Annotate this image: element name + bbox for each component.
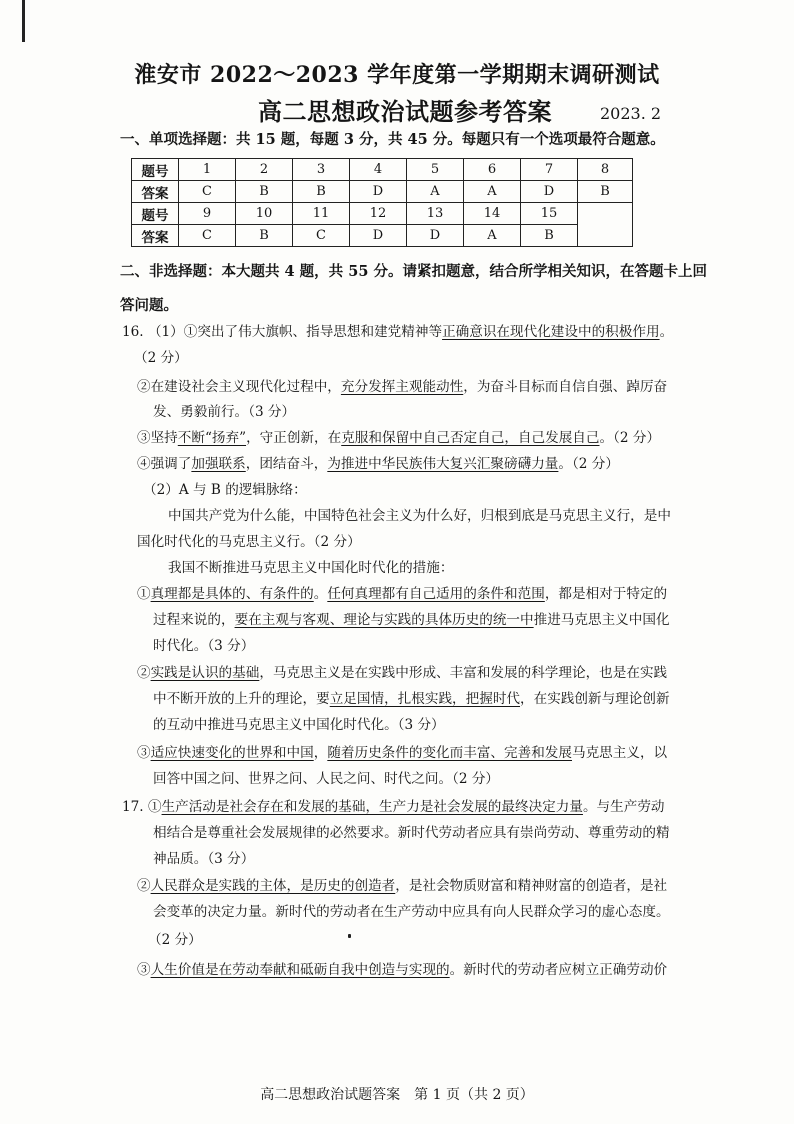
key-point: 实践是认识的基础 xyxy=(150,665,260,681)
text: 。新时代的劳动者应树立正确劳动价 xyxy=(449,962,668,978)
key-point: 要在主观与客观、理论与实践的具体历史的统一中 xyxy=(234,612,534,628)
q17-item2 xyxy=(137,876,667,896)
answer-cell: C xyxy=(179,181,236,203)
text: ③ xyxy=(137,962,151,978)
text: 。 xyxy=(659,324,674,340)
row-label-question: 题号 xyxy=(132,159,179,181)
answer-cell: C xyxy=(293,225,350,247)
key-point: 人民群众是实践的主体，是历史的创造者 xyxy=(150,878,396,894)
row-label-answer: 答案 xyxy=(132,225,179,247)
text: ④强调了 xyxy=(137,456,192,472)
key-point: 随着历史条件的变化而丰富、完善和发展 xyxy=(327,745,572,761)
q17-item3 xyxy=(137,960,667,980)
q17-item1 xyxy=(122,797,665,817)
row-label-answer: 答案 xyxy=(132,181,179,203)
answer-cell: B xyxy=(578,181,633,203)
section1-heading: 一、单项选择题：共 15 题，每题 3 分，共 45 分。每题只有一个选项最符合题意。 xyxy=(120,131,665,148)
text: 马克思主义，以 xyxy=(572,745,668,761)
text: ，马克思主义是在实践中形成、丰富和发展的科学理论，也是在实践 xyxy=(259,665,668,681)
text: ，都是相对于特定的 xyxy=(544,586,668,602)
q-number: 9 xyxy=(179,203,236,225)
q16-item1-score: （2 分） xyxy=(134,350,188,366)
text: ③ xyxy=(137,745,151,761)
scan-edge-mark xyxy=(22,0,25,42)
q17-item2-line2: 会变革的决定力量。新时代的劳动者在生产劳动中应具有向人民群众学习的虚心态度。 xyxy=(153,904,670,920)
text: ， xyxy=(313,745,328,761)
section2-heading xyxy=(120,256,707,322)
key-point: 不断“扬弃” xyxy=(177,430,247,446)
q-number: 15 xyxy=(521,203,578,225)
text: 。 xyxy=(313,586,328,602)
q16-item2-line2: 发、勇毅前行。（3 分） xyxy=(153,404,296,420)
key-point: 正确意识在现代化建设中的积极作用 xyxy=(442,324,660,340)
q-number: 2 xyxy=(236,159,293,181)
table-row-numbers-1 xyxy=(132,159,633,181)
q-number: 11 xyxy=(293,203,350,225)
answer-cell: B xyxy=(236,225,293,247)
q17-item1-line3: 神品质。（3 分） xyxy=(153,851,255,867)
answer-cell: D xyxy=(350,225,407,247)
text: 过程来说的， xyxy=(153,612,235,628)
text: ② xyxy=(137,665,151,681)
key-point: 为推进中华民族伟大复兴汇聚磅礴力量 xyxy=(327,456,559,472)
answer-key-title: 高二思想政治试题参考答案 xyxy=(258,97,552,126)
answer-cell: D xyxy=(521,181,578,203)
text: ，是社会物质财富和精神财富的创造者，是社 xyxy=(395,878,668,894)
q16-measure1-line3: 时代化。（3 分） xyxy=(153,638,255,654)
text: ③坚持 xyxy=(137,430,178,446)
text: ② xyxy=(137,878,151,894)
text: 推进马克思主义中国化 xyxy=(533,612,670,628)
key-point: 任何真理都有自己适用的条件和范围 xyxy=(327,586,545,602)
answer-cell: A xyxy=(464,181,521,203)
text: ① xyxy=(137,586,151,602)
empty-cell xyxy=(578,203,633,247)
q16-part2-heading: （2）A 与 B 的逻辑脉络： xyxy=(143,482,307,498)
q-number: 3 xyxy=(293,159,350,181)
text: 17. ① xyxy=(122,799,162,815)
q16-logic-line1: 中国共产党为什么能，中国特色社会主义为什么好，归根到底是马克思主义行，是中 xyxy=(168,508,671,524)
table-row-answers-2 xyxy=(132,225,633,247)
text: ，团结奋斗， xyxy=(245,456,328,472)
text: 。与生产劳动 xyxy=(582,799,665,815)
text: 16. （1）①突出了伟大旗帜、指导思想和建党精神等 xyxy=(122,324,443,340)
key-point: 适应快速变化的世界和中国 xyxy=(150,745,314,761)
q16-measure2-line3: 的互动中推进马克思主义中国化时代化。（3 分） xyxy=(153,717,445,733)
q-number: 8 xyxy=(578,159,633,181)
table-row-numbers-2 xyxy=(132,203,633,225)
text: ，守正创新，在 xyxy=(246,430,342,446)
q-number: 10 xyxy=(236,203,293,225)
text: 中不断开放的上升的理论，要 xyxy=(153,691,330,707)
table-row-answers-1 xyxy=(132,181,633,203)
q17-item2-line3: （2 分） xyxy=(148,932,202,948)
answer-cell: D xyxy=(407,225,464,247)
q-number: 4 xyxy=(350,159,407,181)
q16-measure1-line2 xyxy=(153,610,670,630)
key-point: 充分发挥主观能动性 xyxy=(340,379,464,395)
row-label-question: 题号 xyxy=(132,203,179,225)
text: ，在实践创新与理论创新 xyxy=(520,691,670,707)
q16-measure1 xyxy=(137,584,667,604)
q-number: 6 xyxy=(464,159,521,181)
q16-item4 xyxy=(137,454,619,474)
exam-title: 淮安市 2022～2023 学年度第一学期期末调研测试 xyxy=(134,62,660,88)
q-number: 7 xyxy=(521,159,578,181)
q16-measure3 xyxy=(137,743,667,763)
q16-item1 xyxy=(122,322,673,342)
q16-measures-heading: 我国不断推进马克思主义中国化时代化的措施： xyxy=(168,560,454,576)
answer-cell: A xyxy=(464,225,521,247)
key-point: 真理都是具体的、有条件的 xyxy=(150,586,314,602)
q17-item1-line2: 相结合是尊重社会发展规律的必然要求。新时代劳动者应具有崇尚劳动、尊重劳动的精 xyxy=(153,825,670,841)
q16-item3 xyxy=(137,428,660,448)
q16-measure2-line2 xyxy=(153,689,670,709)
q-number: 1 xyxy=(179,159,236,181)
answer-cell: B xyxy=(293,181,350,203)
page-footer: 高二思想政治试题答案 第 1 页（共 2 页） xyxy=(260,1087,534,1103)
text: ②在建设社会主义现代化过程中， xyxy=(137,379,341,395)
answer-cell: D xyxy=(350,181,407,203)
q-number: 12 xyxy=(350,203,407,225)
section2-heading-line1: 二、非选择题：本大题共 4 题，共 55 分。请紧扣题意，结合所学相关知识，在答题卡上回 xyxy=(120,263,707,280)
q-number: 14 xyxy=(464,203,521,225)
scan-dot xyxy=(348,934,351,938)
exam-date: 2023. 2 xyxy=(600,104,662,123)
q-number: 5 xyxy=(407,159,464,181)
answer-cell: B xyxy=(521,225,578,247)
key-point: 克服和保留中自己否定自己，自己发展自己 xyxy=(341,430,600,446)
answer-cell: B xyxy=(236,181,293,203)
text: 。（2 分） xyxy=(558,456,619,472)
q16-logic-line2: 国化时代化的马克思主义行。（2 分） xyxy=(137,534,361,550)
q16-measure2 xyxy=(137,663,667,683)
text: 。（2 分） xyxy=(599,430,661,446)
text: ，为奋斗目标而自信自强、踔厉奋 xyxy=(463,379,668,395)
answer-cell: A xyxy=(407,181,464,203)
key-point: 立足国情，扎根实践，把握时代 xyxy=(329,691,521,707)
key-point: 生产活动是社会存在和发展的基础，生产力是社会发展的最终决定力量 xyxy=(161,799,583,815)
answer-cell: C xyxy=(179,225,236,247)
q16-item2 xyxy=(137,377,667,397)
section2-heading-line2: 答问题。 xyxy=(120,297,178,314)
key-point: 人生价值是在劳动奉献和砥砺自我中创造与实现的 xyxy=(150,962,450,978)
answer-table xyxy=(131,158,633,247)
q-number: 13 xyxy=(407,203,464,225)
key-point: 加强联系 xyxy=(191,456,246,472)
q16-measure3-line2: 回答中国之问、世界之问、人民之问、时代之问。（2 分） xyxy=(153,771,500,787)
